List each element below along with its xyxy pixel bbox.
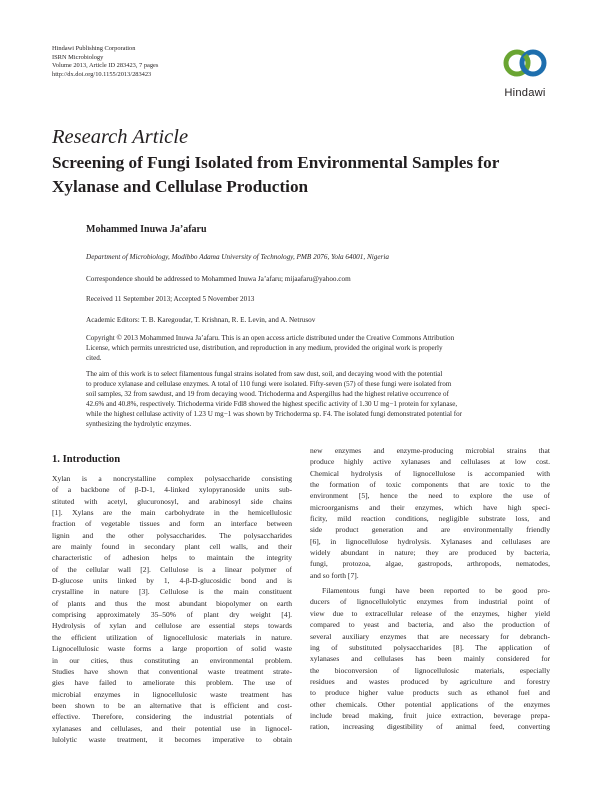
- body-line: fungi, protozoa, algae, gastropods, arthropods, nematodes,: [310, 559, 550, 569]
- body-line: Chemical hydrolysis of lignocellulose is accompanied with: [310, 468, 550, 478]
- journal-header: [52, 45, 158, 79]
- abstract-line: to produce xylanase and cellulase enzymes. A total of 110 fungi were isolated. Fifty-seven (57) of these fungi were isolated from: [86, 380, 452, 389]
- body-line: stituted with acetyl, glucuronosyl, and arabinosyl side chains: [52, 496, 292, 506]
- body-line: xylanases and cellulases, and their potential use in lignocel-: [52, 723, 292, 733]
- body-line: of the cellular wall [2]. Cellulose is a linear polymer of: [52, 564, 292, 574]
- article-type: Research Article: [52, 126, 189, 148]
- volume-info: Volume 2013, Article ID 283423, 7 pages: [52, 62, 159, 70]
- body-line: Hydrolysis of xylan and cellulose are essential steps towards: [52, 621, 292, 631]
- body-line: of a backbone of β-D-1, 4-linked xylopyranoside units sub-: [52, 485, 292, 495]
- body-line: new enzymes and enzyme-producing microbial strains that: [310, 446, 550, 455]
- abstract: [86, 369, 552, 430]
- body-line: comprising approximately 35–50% of plant dry weight [4].: [52, 610, 292, 620]
- title-line: Xylanase and Cellulase Production: [52, 177, 309, 196]
- academic-editors: Academic Editors: T. B. Karegoudar, T. Krishnan, R. E. Levin, and A. Netrusov: [86, 316, 316, 324]
- body-line: ration, increasing digestibility of animal feed, converting: [310, 722, 550, 732]
- abstract-line: while the highest cellulase activity of 1.23 U mg−1 was shown by Trichoderma sp. F4. The isolated fungi demonstrated potential for: [86, 410, 463, 419]
- body-line: lignin and the other polysaccharides. The polysaccharides: [52, 530, 292, 540]
- abstract-line: 42.6% and 40.8%, respectively. Trichoderma viride Fdl8 showed the highest specific activity of 1.30 U mg−1 protein for xylanase,: [86, 400, 458, 409]
- body-line: the formation of toxic components that are toxic to the: [310, 480, 550, 490]
- title-line: Screening of Fungi Isolated from Environmental Samples for: [52, 153, 500, 172]
- body-line: [1]. Xylans are the main carbohydrate in the hemicellulosic: [52, 508, 292, 518]
- body-line: of plants and thus the most abundant biopolymer on earth: [52, 598, 292, 608]
- article-title: [52, 151, 522, 199]
- body-line: and so forth [7].: [310, 570, 359, 580]
- body-line: side product generation and are environmentally friendly: [310, 525, 550, 535]
- body-line: other chemicals. Other potential applications of the enzymes: [310, 699, 550, 709]
- publisher-name: Hindawi Publishing Corporation: [52, 45, 136, 52]
- body-line: microorganisms and their enzymes, which have high speci-: [310, 502, 550, 512]
- body-line: microbial enzymes in lignocellulosic waste treatment has: [52, 689, 292, 699]
- body-line: gies have failed to ameliorate this problem. The use of: [52, 678, 292, 688]
- section-heading: 1. Introduction: [52, 454, 121, 465]
- body-line: Lignocellulosic waste forms a large proportion of solid waste: [52, 644, 292, 654]
- body-line: D-glucose units linked by 1, 4-β-D-glucosidic bond and is: [52, 576, 292, 586]
- copyright-line: cited.: [86, 354, 102, 363]
- body-line: environment [5], hence the need to explore the use of: [310, 491, 550, 501]
- body-line: Studies have shown that conventional waste treatment strate-: [52, 666, 292, 676]
- body-line: the efficient utilization of lignocellulosic materials in nature.: [52, 632, 292, 642]
- body-line: ducers of lignocellulolytic enzymes from industrial point of: [310, 597, 550, 607]
- copyright-notice: [86, 333, 552, 363]
- copyright-line: Copyright © 2013 Mohammed Inuwa Ja’afaru. This is an open access article distributed under the Creative Commons Attribution: [86, 334, 455, 342]
- copyright-line: License, which permits unrestricted use, distribution, and reproduction in any medium, provided the original work is properly: [86, 344, 443, 353]
- body-line: include bread making, fruit juice extraction, beverage prepa-: [310, 710, 550, 720]
- correspondence: Correspondence should be addressed to Mohammed Inuwa Ja’afaru; mijaafaru@yahoo.com: [86, 275, 351, 283]
- body-line: Xylan is a noncrystalline complex polysaccharide consisting: [52, 474, 292, 483]
- abstract-line: The aim of this work is to select filamentous fungal strains isolated from saw dust, soil, and decaying wood with the potential: [86, 370, 443, 378]
- body-line: [6], in lignocellulose hydrolysis. Xylanases and cellulases are: [310, 536, 550, 546]
- hindawi-logo: [494, 43, 558, 105]
- body-line: residues and wastes produced by agriculture and forestry: [310, 676, 550, 686]
- left-column: [52, 473, 292, 745]
- body-line: been shown to be an alternative that is efficient and cost-: [52, 700, 292, 710]
- body-line: widely abundant in nature; they are produced by bacteria,: [310, 548, 550, 558]
- body-line: the bioconversion of lignocellulosic materials, especially: [310, 665, 550, 675]
- body-line: compared to yeast and bacteria, and also the production of: [310, 620, 550, 630]
- body-line: ing of substituted polysaccharides [8]. The application of: [310, 642, 550, 652]
- journal-name: ISRN Microbiology: [52, 53, 104, 61]
- body-line: are mainly found in secondary plant cell walls, and their: [52, 542, 292, 552]
- body-line: in our cities, thus constituting an environmental problem.: [52, 655, 292, 665]
- hindawi-rings-icon: [494, 43, 556, 87]
- body-line: lulolytic waste treatment, it becomes imperative to obtain: [52, 734, 292, 744]
- author-name: Mohammed Inuwa Ja’afaru: [86, 224, 207, 235]
- body-line: view due to extracellular release of the enzymes, higher yield: [310, 608, 550, 618]
- body-line: characteristic of adhesion helps to maintain the integrity: [52, 553, 292, 563]
- body-line: produce highly active xylanases and cellulases at low cost.: [310, 457, 550, 467]
- doi-link[interactable]: http://dx.doi.org/10.1155/2013/283423: [52, 70, 152, 78]
- body-line: several auxiliary enzymes that are necessary for debranch-: [310, 631, 550, 641]
- logo-text: Hindawi: [504, 87, 546, 99]
- abstract-line: synthesizing the hydrolytic enzymes.: [86, 420, 192, 429]
- right-column: [310, 445, 550, 733]
- affiliation: Department of Microbiology, Modibbo Adama University of Technology, PMB 2076, Yola 64001, Nigeria: [86, 253, 389, 261]
- received-accepted-dates: Received 11 September 2013; Accepted 5 November 2013: [86, 295, 255, 303]
- body-line: effective. Therefore, considering the industrial potentials of: [52, 712, 292, 722]
- body-line: crystalline in nature [3]. Cellulose is the main constituent: [52, 587, 292, 597]
- body-line: xylanases and cellulases has been mainly considered for: [310, 654, 550, 664]
- body-line: fraction of vegetable tissues and form an interface between: [52, 519, 292, 529]
- body-line: to produce higher value products such as ethanol fuel and: [310, 688, 550, 698]
- abstract-line: soil samples, 32 from sawdust, and 19 from decaying wood. Trichoderma and Aspergillus had the highest relative occurrence of: [86, 390, 449, 399]
- body-line: ficity, mild reaction conditions, negligible substrate loss, and: [310, 514, 550, 524]
- body-line: Filamentous fungi have been reported to be good pro-: [322, 586, 550, 596]
